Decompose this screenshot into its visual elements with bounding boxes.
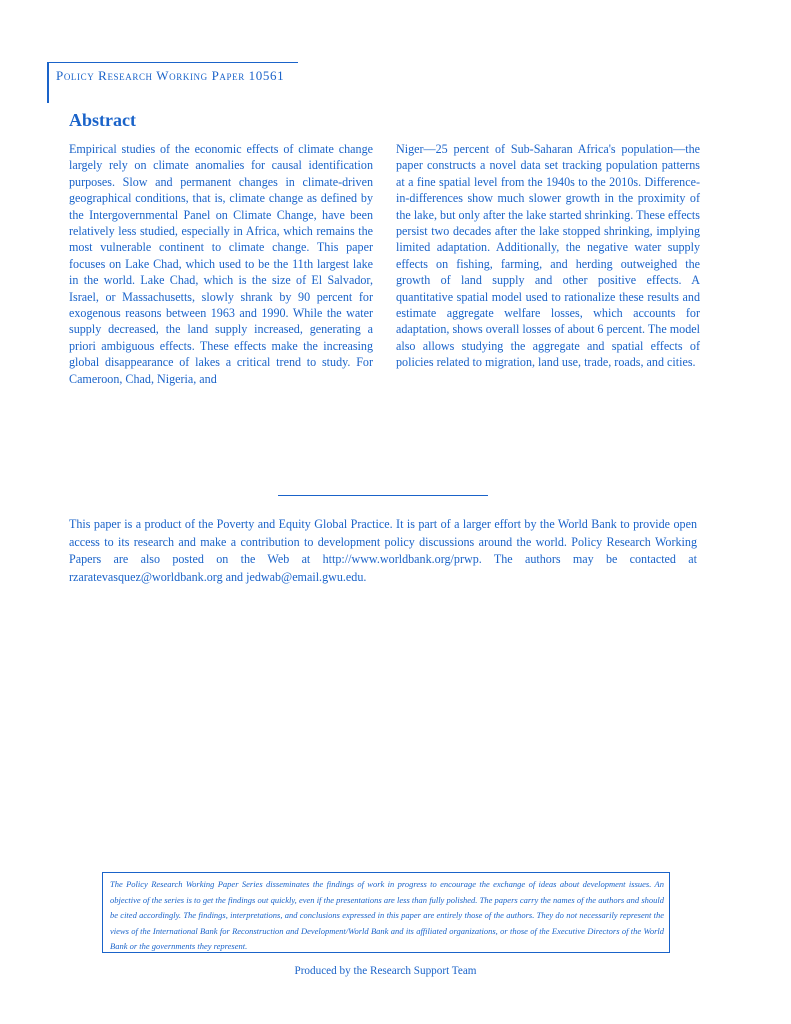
abstract-column-right: Niger—25 percent of Sub-Saharan Africa's population—the paper constructs a novel data set tracking population patterns at a fine spatial level from the 1940s to the 2010s. Difference-in-differences show much slower growth in the proximity of the lake, but only after the lake started shrinking. These effects persist two decades after the lake stopped shrinking, implying limited adaptation. Additionally, the negative water supply effects on fishing, farming, and herding outweighed the growth of land supply and other positive effects. A quantitative spatial model used to rationalize these results and estimate aggregate welfare losses, which accounts for adaptation, shows overall losses of about 6 percent. The model also allows studying the aggregate and spatial effects of policies related to migration, land use, trade, roads, and cities. bbox=[396, 142, 700, 370]
series-top-rule bbox=[47, 62, 298, 63]
series-side-rule bbox=[47, 62, 49, 103]
disclaimer-text: The Policy Research Working Paper Series disseminates the findings of work in progress to encourage the exchange of ideas about development issues. An objective of the series is to get the findings out quickly, even if the presentations are less than fully polished. The papers carry the names of the authors and should be cited accordingly. The findings, interpretations, and conclusions expressed in this paper are entirely those of the authors. They do not necessarily represent the views of the International Bank for Reconstruction and Development/World Bank and its affiliated organizations, or those of the Executive Directors of the World Bank or the governments they represent. bbox=[110, 879, 664, 951]
section-divider bbox=[278, 495, 488, 496]
abstract-column-left: Empirical studies of the economic effects of climate change largely rely on climate anomalies for causal identification purposes. Slow and permanent changes in climate-driven geographical conditions, that is, climate change as defined by the Intergovernmental Panel on Climate Change, have been relatively less studied, especially in Africa, which remains the most vulnerable continent to climate change. This paper focuses on Lake Chad, which used to be the 11th largest lake in the world. Lake Chad, which is the size of El Salvador, Israel, or Massachusetts, slowly shrank by 90 percent for exogenous reasons between 1963 and 1990. While the water supply decreased, the land supply increased, generating a priori ambiguous effects. These effects make the increasing global disappearance of lakes a critical trend to study. For Cameroon, Chad, Nigeria, and bbox=[69, 142, 373, 386]
abstract-heading: Abstract bbox=[69, 110, 136, 130]
series-title: Policy Research Working Paper 10561 bbox=[56, 68, 285, 83]
about-paper-text: This paper is a product of the Poverty and Equity Global Practice. It is part of a larger effort by the World Bank to provide open access to its research and make a contribution to development policy discussions around the world. Policy Research Working Papers are also posted on the Web at http://www.worldbank.org/prwp. The authors may be contacted at rzaratevasquez@worldbank.org and jedwab@email.gwu.edu. bbox=[69, 517, 697, 584]
footer-credit: Produced by the Research Support Team bbox=[294, 965, 477, 977]
